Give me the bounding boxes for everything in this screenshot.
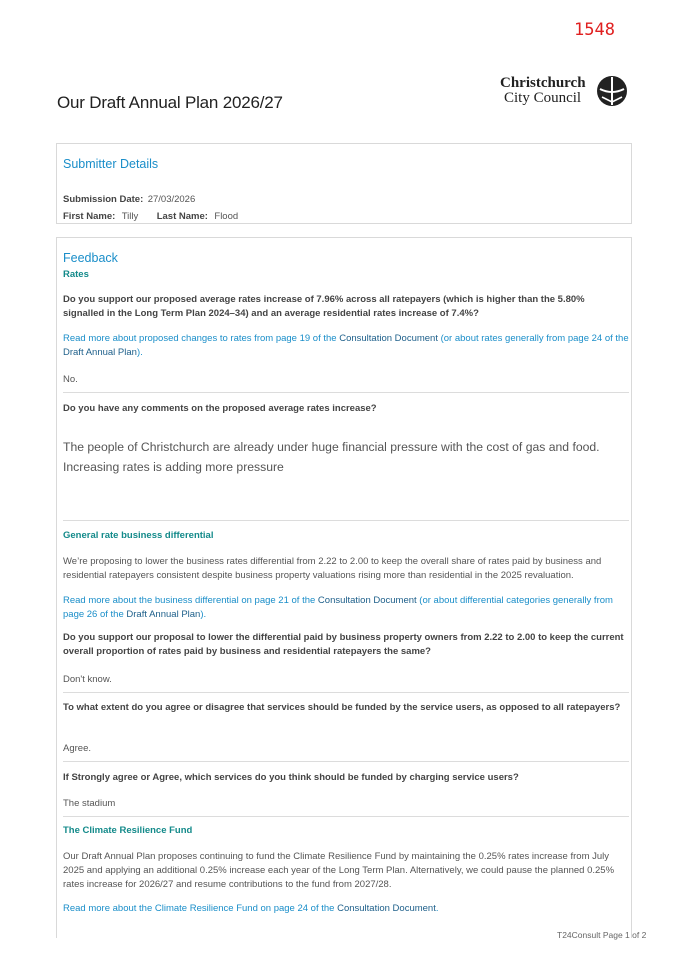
differential-question-3: If Strongly agree or Agree, which services do you think should be funded by charging service users? (63, 772, 519, 783)
differential-answer-2: Agree. (63, 743, 91, 754)
differential-read-more-text-3: ). (200, 609, 207, 620)
first-name-label: First Name: (63, 211, 116, 222)
rates-answer-2: The people of Christchurch are already under huge financial pressure with the cost of gas and food. Increasing rates is adding more pressure (63, 440, 600, 474)
submission-date-row (63, 189, 195, 207)
differential-question-2: To what extent do you agree or disagree that services should be funded by the service users, as opposed to all ratepayers? (63, 702, 621, 713)
climate-read-more-text: Read more about the Climate Resilience Fund on page 24 of the (63, 903, 338, 914)
logo-line-1: Christchurch (500, 75, 586, 91)
consultation-document-link[interactable]: Consultation Document (337, 903, 436, 914)
submitter-details-panel (56, 143, 632, 224)
climate-read-more-text-2: . (435, 903, 439, 914)
differential-intro: We’re proposing to lower the business rates differential from 2.22 to 2.00 to keep the overall share of rates paid by business and residential ratepayers consistent despite business property valuations rising more than residential in the 2025 revaluation. (63, 556, 602, 581)
council-logo (500, 75, 630, 111)
climate-title: The Climate Resilience Fund (63, 825, 193, 836)
consultation-document-link[interactable]: Consultation Document (339, 333, 438, 344)
rates-title: Rates (63, 269, 89, 280)
climate-read-more (63, 902, 629, 916)
rates-question-1: Do you support our proposed average rates increase of 7.96% across all ratepayers (which is higher than the 5.80% signalled in the Long Term Plan 2024–34) and an average residential rates increase of 7.4%? (63, 294, 585, 319)
differential-title: General rate business differential (63, 530, 214, 541)
differential-question-1: Do you support our proposal to lower the differential paid by business property owners from 2.22 to 2.00 to keep the current overall proportion of rates paid by business and residential ratepayers the same? (63, 632, 624, 657)
rates-read-more-text: Read more about proposed changes to rates from page 19 of the (63, 333, 340, 344)
divider (63, 816, 629, 817)
rates-read-more (63, 332, 629, 360)
feedback-heading: Feedback (63, 251, 118, 265)
differential-read-more-text-2: (or about differential categories generally from page 26 of the (63, 595, 613, 620)
rates-read-more-text-2: (or about rates generally from page 24 of the (437, 333, 629, 344)
differential-read-more (63, 594, 629, 622)
last-name-value: Flood (214, 211, 239, 222)
draft-annual-plan-link[interactable]: Draft Annual Plan (126, 609, 201, 620)
logo-line-2: City Council (504, 90, 582, 106)
christchurch-cathedral-logo-icon (596, 75, 628, 107)
rates-read-more-text-3: ). (136, 347, 143, 358)
feedback-panel (56, 237, 632, 938)
rates-answer-1: No. (63, 374, 78, 385)
divider (63, 761, 629, 762)
differential-answer-3: The stadium (63, 798, 116, 809)
differential-answer-1: Don't know. (63, 674, 112, 685)
submission-date-label: Submission Date: (63, 194, 144, 205)
page-number: 1548 (574, 20, 615, 40)
differential-read-more-text: Read more about the business differential on page 21 of the (63, 595, 318, 606)
climate-intro: Our Draft Annual Plan proposes continuing to fund the Climate Resilience Fund by maintaining the 0.25% rates increase from July 2025 and applying an additional 0.25% increase each year of the Long Term Plan. Alternatively, we could pause the planned 0.25% rates increase for 2026/27 and resume contributions to the fund from 2027/28. (63, 851, 615, 890)
draft-annual-plan-link[interactable]: Draft Annual Plan (63, 347, 137, 358)
divider (63, 392, 629, 393)
submitter-details-heading: Submitter Details (63, 157, 159, 171)
consultation-document-link[interactable]: Consultation Document (317, 595, 417, 606)
document-title: Our Draft Annual Plan 2026/27 (57, 93, 283, 112)
rates-question-2: Do you have any comments on the proposed average rates increase? (63, 403, 377, 414)
submission-date-value: 27/03/2026 (147, 194, 196, 205)
last-name-label: Last Name: (156, 211, 208, 222)
divider (63, 692, 629, 693)
first-name-value: Tilly (121, 211, 139, 222)
page-footer: T24Consult Page 1 of 2 (557, 930, 647, 940)
divider (63, 520, 629, 521)
name-row (63, 206, 238, 224)
